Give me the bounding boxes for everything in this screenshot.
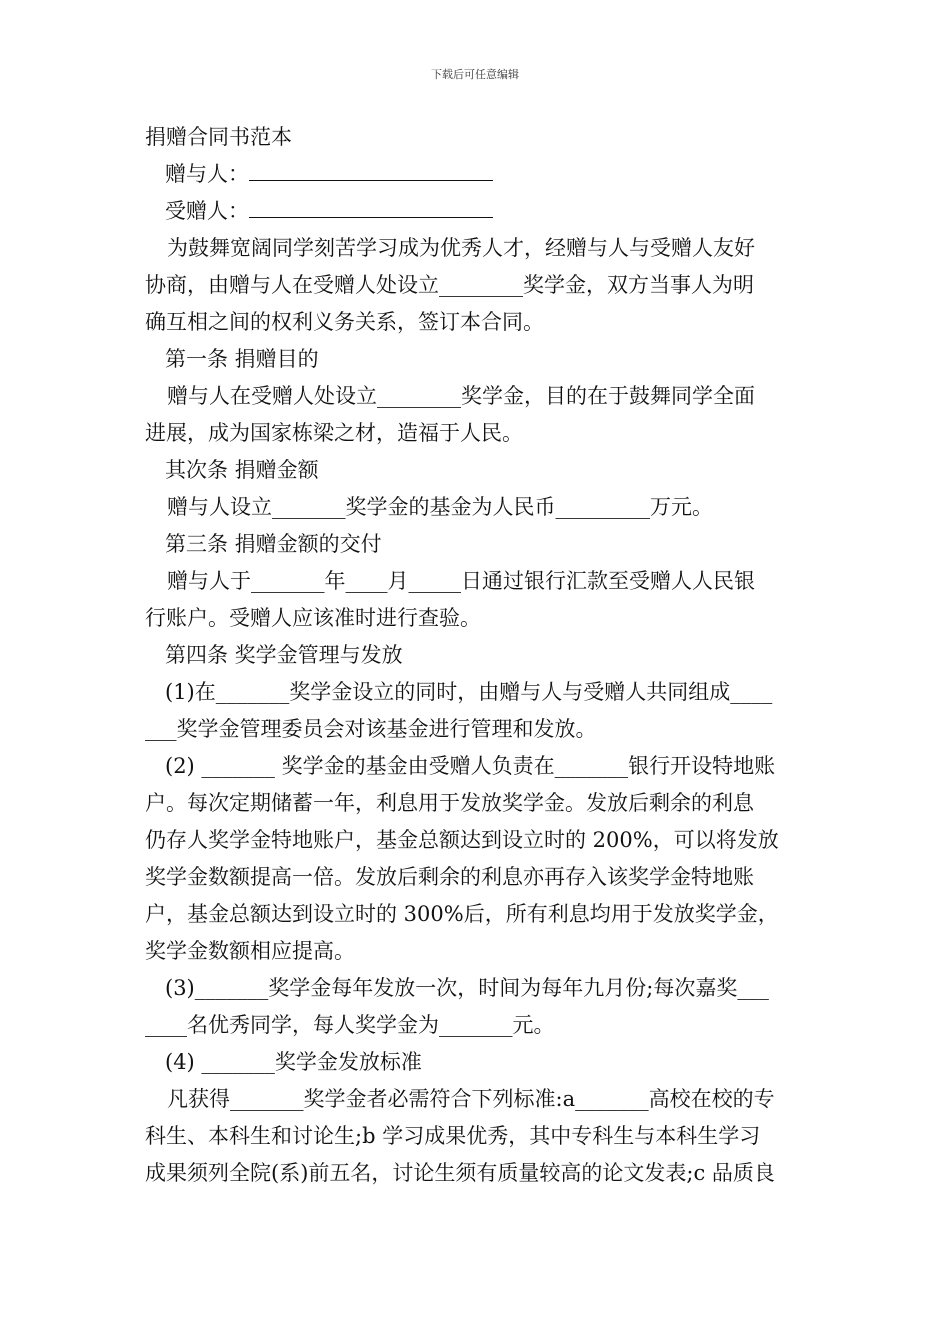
donor-blank bbox=[249, 158, 493, 181]
intro-line-1: 为鼓舞宽阔同学刻苦学习成为优秀人才，经赠与人与受赠人友好 bbox=[167, 236, 755, 260]
article-1-title: 第一条 捐赠目的 bbox=[165, 347, 319, 371]
article-3-line-1: 赠与人于_______年____月_____日通过银行汇款至受赠人人民银 bbox=[167, 569, 755, 593]
article-4-p4-line-2: 科生、本科生和讨论生;b 学习成果优秀，其中专科生与本科生学习 bbox=[145, 1124, 761, 1148]
document-body bbox=[145, 119, 810, 1192]
page-header-note: 下载后可任意编辑 bbox=[431, 68, 519, 81]
article-4-p2-line-6: 奖学金数额相应提高。 bbox=[145, 939, 355, 963]
article-4-p4-title: (4) _______奖学金发放标准 bbox=[165, 1050, 422, 1074]
article-1-line-2: 进展，成为国家栋梁之材，造福于人民。 bbox=[145, 421, 523, 445]
article-4-p2-line-1: (2) _______ 奖学金的基金由受赠人负责在_______银行开设特地账 bbox=[165, 754, 776, 778]
article-3-title: 第三条 捐赠金额的交付 bbox=[165, 532, 382, 556]
donee-blank bbox=[249, 195, 493, 218]
article-4-p2-line-3: 仍存人奖学金特地账户，基金总额达到设立时的 200%，可以将发放 bbox=[145, 828, 779, 852]
article-4-p4-line-3: 成果须列全院(系)前五名，讨论生须有质量较高的论文发表;c 品质良 bbox=[145, 1161, 775, 1185]
intro-line-2: 协商，由赠与人在受赠人处设立________奖学金，双方当事人为明 bbox=[145, 273, 754, 297]
donee-label: 受赠人： bbox=[165, 199, 249, 223]
donee-line bbox=[145, 193, 810, 230]
article-4-p3-line-2: ____名优秀同学，每人奖学金为_______元。 bbox=[145, 1013, 555, 1037]
article-4-p1-line-1: (1)在_______奖学金设立的同时，由赠与人与受赠人共同组成____ bbox=[165, 680, 773, 704]
article-4-p4-line-1: 凡获得_______奖学金者必需符合下列标准:a_______高校在校的专 bbox=[167, 1087, 775, 1111]
article-1-line-1: 赠与人在受赠人处设立________奖学金，目的在于鼓舞同学全面 bbox=[167, 384, 755, 408]
document-title: 捐赠合同书范本 bbox=[145, 125, 292, 149]
article-2-title: 其次条 捐赠金额 bbox=[165, 458, 319, 482]
article-3-line-2: 行账户。受赠人应该准时进行查验。 bbox=[145, 606, 481, 630]
article-4-p2-line-4: 奖学金数额提高一倍。发放后剩余的利息亦再存入该奖学金特地账 bbox=[145, 865, 754, 889]
article-2-line-1: 赠与人设立_______奖学金的基金为人民币_________万元。 bbox=[167, 495, 713, 519]
article-4-p3-line-1: (3)_______奖学金每年发放一次，时间为每年九月份;每次嘉奖___ bbox=[165, 976, 769, 1000]
article-4-p1-line-2: ___奖学金管理委员会对该基金进行管理和发放。 bbox=[145, 717, 597, 741]
donor-line bbox=[145, 156, 810, 193]
intro-line-3: 确互相之间的权利义务关系，签订本合同。 bbox=[145, 310, 544, 334]
article-4-title: 第四条 奖学金管理与发放 bbox=[165, 643, 403, 667]
donor-label: 赠与人： bbox=[165, 162, 249, 186]
article-4-p2-line-2: 户。每次定期储蓄一年，利息用于发放奖学金。发放后剩余的利息 bbox=[145, 791, 754, 815]
article-4-p2-line-5: 户，基金总额达到设立时的 300%后，所有利息均用于发放奖学金， bbox=[145, 902, 779, 926]
